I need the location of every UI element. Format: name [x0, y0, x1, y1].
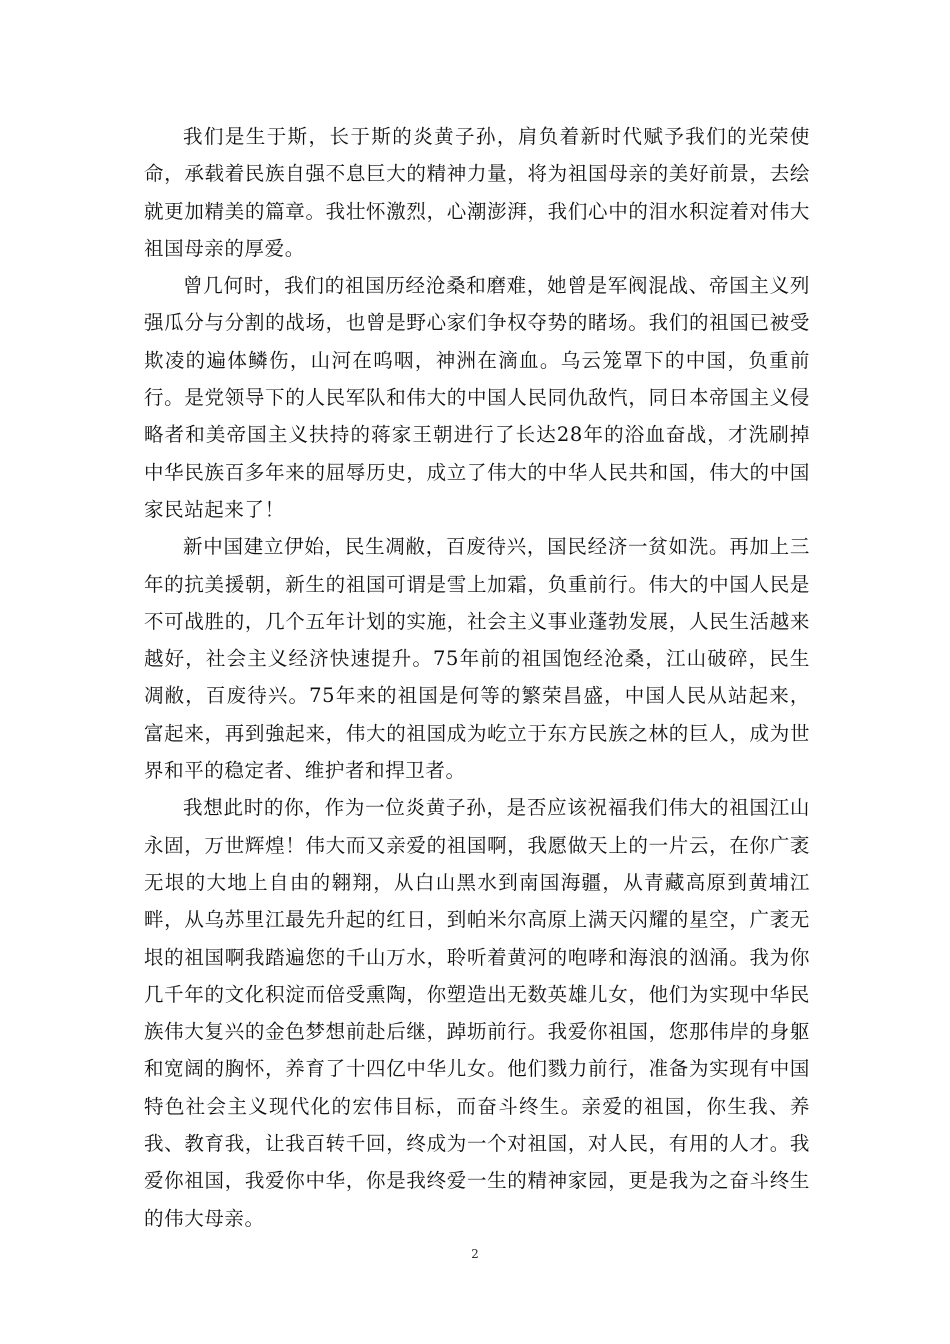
page-number: 2	[471, 1247, 479, 1261]
paragraph-2: 曾几何时，我们的祖国历经沧桑和磨难，她曾是军阀混战、帝国主义列强瓜分与分割的战场，也曾是野心家们争权夺势的睹场。我们的祖国已被受欺凌的遍体鳞伤，山河在呜咽，神洲在滴血。乌云笼罩下的中国，负重前行。是党领导下的人民军队和伟大的中国人民同仇敌忾，同日本帝国主义侵略者和美帝国主义扶持的蒋家王朝进行了长达28年的浴血奋战，才洗刷掉中华民族百多年来的屈辱历史，成立了伟大的中华人民共和国，伟大的中国家民站起来了！	[144, 274, 810, 521]
paragraph-4: 我想此时的你，作为一位炎黄子孙，是否应该祝福我们伟大的祖国江山永固，万世辉煌！伟大而又亲爱的祖国啊，我愿做天上的一片云，在你广袤无垠的大地上自由的翱翔，从白山黑水到南国海疆，从青藏高原到黄埔江畔，从乌苏里江最先升起的红日，到帕米尔高原上满天闪耀的星空，广袤无垠的祖国啊我踏遍您的千山万水，聆听着黄河的咆哮和海浪的汹涌。我为你几千年的文化积淀而倍受熏陶，你塑造出无数英雄儿女，他们为实现中华民族伟大复兴的金色梦想前赴后继，踔坜前行。我爱你祖国，您那伟岸的身躯和宽阔的胸怀，养育了十四亿中华儿女。他们戮力前行，准备为实现有中国特色社会主义现代化的宏伟目标，而奋斗终生。亲爱的祖国，你生我、养我、教育我，让我百转千回，终成为一个对祖国，对人民，有用的人才。我爱你祖国，我爱你中华，你是我终爱一生的精神家园，更是我为之奋斗终生的伟大母亲。	[144, 796, 810, 1230]
body-text	[144, 118, 810, 1237]
paragraph-1: 我们是生于斯，长于斯的炎黄子孙，肩负着新时代赋予我们的光荣使命，承载着民族自强不息巨大的精神力量，将为祖国母亲的美好前景，去绘就更加精美的篇章。我壮怀激烈，心潮澎湃，我们心中的泪水积淀着对伟大祖国母亲的厚爱。	[144, 125, 810, 260]
paragraph-3: 新中国建立伊始，民生凋敝，百废待兴，国民经济一贫如洗。再加上三年的抗美援朝，新生的祖国可谓是雪上加霜，负重前行。伟大的中国人民是不可战胜的，几个五年计划的实施，社会主义事业蓬勃发展，人民生活越来越好，社会主义经济快速提升。75年前的祖国饱经沧桑，江山破碎，民生凋敝，百废待兴。75年来的祖国是何等的繁荣昌盛，中国人民从站起来，富起来，再到強起来，伟大的祖国成为屹立于东方民族之林的巨人，成为世界和平的稳定者、维护者和捍卫者。	[144, 535, 810, 783]
